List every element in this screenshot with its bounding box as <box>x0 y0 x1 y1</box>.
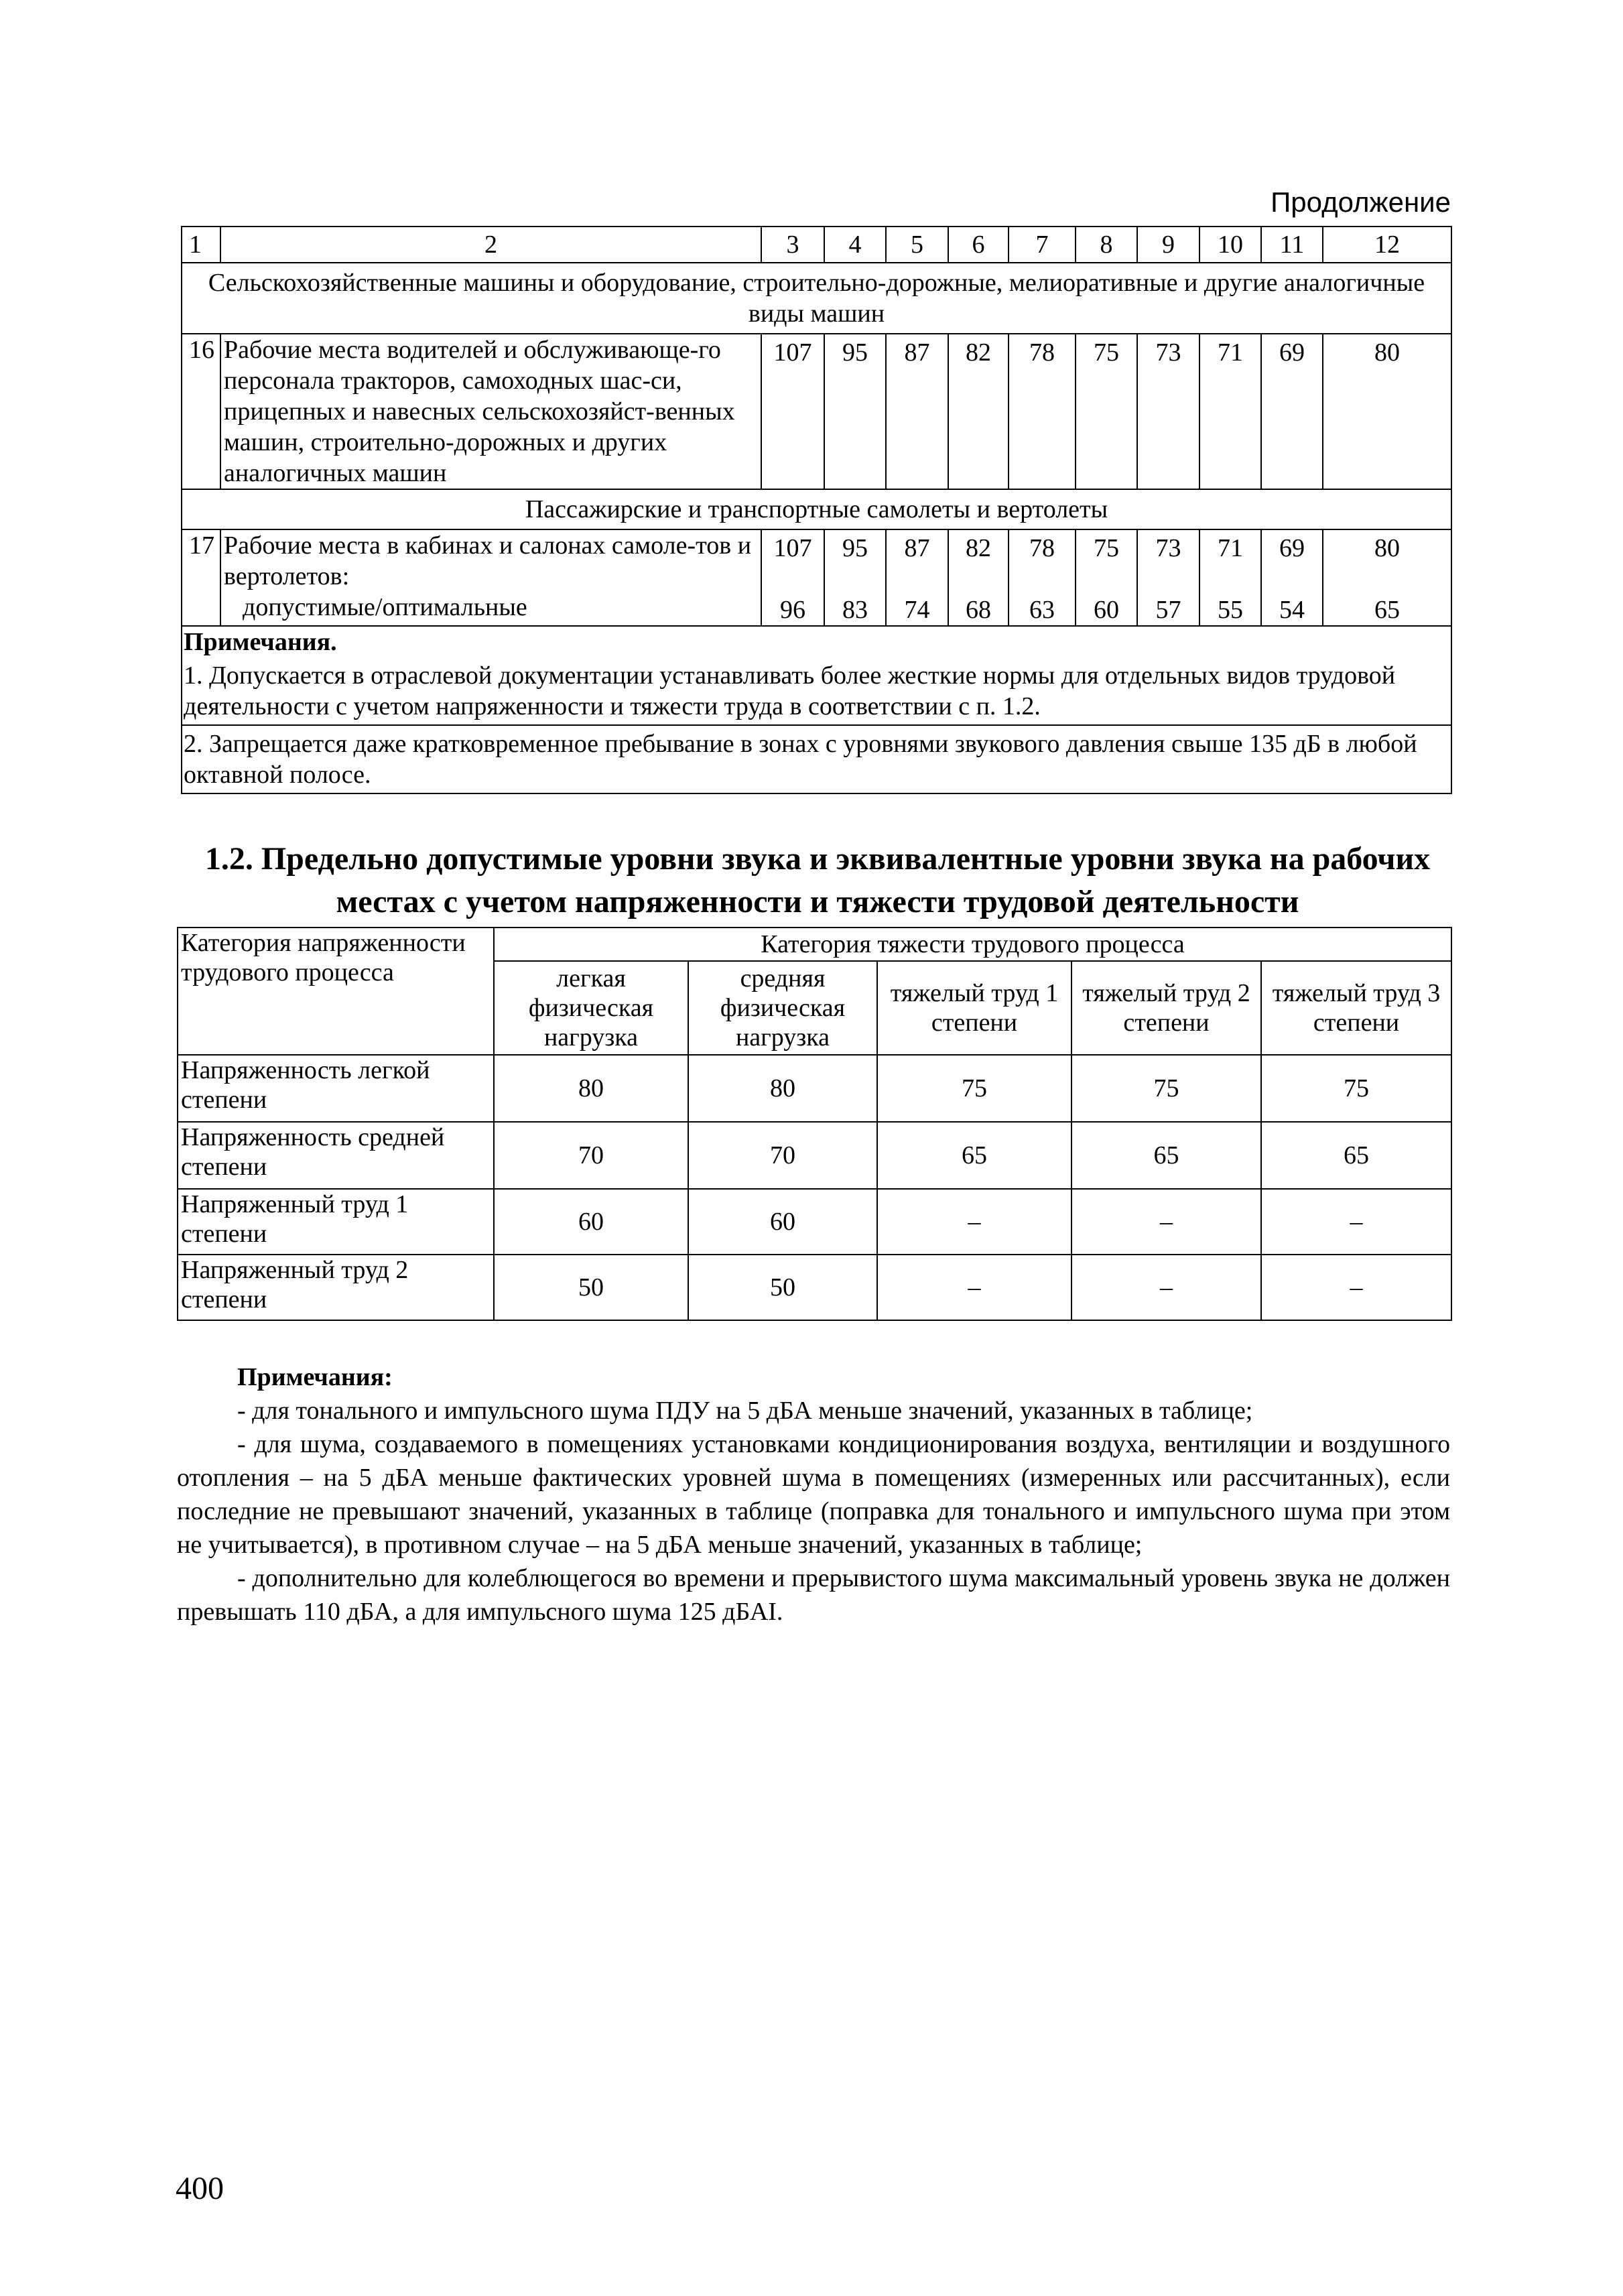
row-description: Рабочие места водителей и обслуживающе-го персонала тракторов, самоходных шас-си, прицепных и навесных сельскохозяйст-венных машин, строительно-дорожных и других аналогичных машин <box>220 334 761 489</box>
notes-row <box>182 657 1451 725</box>
value-optimal: 74 <box>904 596 930 624</box>
value-cell: 65 <box>1261 1122 1451 1189</box>
notes-title: Примечания: <box>237 1363 393 1391</box>
column-header: тяжелый труд 3 степени <box>1261 961 1451 1055</box>
value-cell: 75 <box>877 1055 1072 1122</box>
value-optimal: 96 <box>780 596 805 624</box>
value-cell: – <box>877 1189 1072 1255</box>
column-number-header: 5 <box>886 227 948 263</box>
value-optimal: 55 <box>1218 596 1243 624</box>
note-2: 2. Запрещается даже кратковременное пребывание в зонах с уровнями звукового давления свыше 135 дБ в любой октавной полосе. <box>182 725 1451 793</box>
value-cell: 70 <box>494 1122 688 1189</box>
notes-row <box>182 626 1451 657</box>
value-cell: 87 <box>886 334 948 489</box>
table-row <box>182 529 1451 626</box>
column-number-header: 7 <box>1009 227 1076 263</box>
value-optimal: 60 <box>1094 596 1119 624</box>
noise-levels-table-continued <box>181 226 1452 794</box>
value-cell: 80 <box>494 1055 688 1122</box>
section-row <box>182 263 1451 334</box>
value-permissible: 71 <box>1218 534 1243 562</box>
table-row <box>178 1255 1451 1320</box>
value-pair-cell <box>1261 529 1323 626</box>
row-number: 17 <box>182 529 220 626</box>
value-cell: 65 <box>877 1122 1072 1189</box>
table-row <box>178 1122 1451 1189</box>
value-optimal: 63 <box>1029 596 1055 624</box>
notes-title: Примечания. <box>184 628 337 656</box>
value-cell: 60 <box>494 1189 688 1255</box>
value-cell: – <box>1261 1255 1451 1320</box>
table-row <box>182 334 1451 489</box>
value-cell: – <box>1072 1189 1261 1255</box>
row-label: Напряженный труд 2 степени <box>178 1255 494 1320</box>
table-header-row <box>178 928 1451 961</box>
value-cell: – <box>1072 1255 1261 1320</box>
value-cell: – <box>877 1255 1072 1320</box>
value-cell: 50 <box>688 1255 877 1320</box>
column-number-header: 9 <box>1137 227 1199 263</box>
row-label: Напряженный труд 1 степени <box>178 1189 494 1255</box>
row-description-subline: допустимые/оптимальные <box>243 593 527 621</box>
page-number: 400 <box>176 2171 224 2206</box>
value-cell: 75 <box>1072 1055 1261 1122</box>
section-row <box>182 489 1451 529</box>
column-number-header: 12 <box>1323 227 1451 263</box>
column-number-header: 1 <box>182 227 220 263</box>
row-description-line: Рабочие места в кабинах и салонах самоле-тов и вертолетов: <box>224 531 752 590</box>
value-optimal: 65 <box>1374 596 1400 624</box>
value-cell: 65 <box>1072 1122 1261 1189</box>
group-header: Категория тяжести трудового процесса <box>494 928 1451 961</box>
value-pair-cell <box>824 529 886 626</box>
value-pair-cell <box>1199 529 1261 626</box>
column-number-header: 2 <box>220 227 761 263</box>
value-permissible: 80 <box>1374 534 1400 562</box>
table-header-row <box>182 227 1451 263</box>
corner-header: Категория напряженности трудового процесса <box>178 928 494 1055</box>
noise-by-workload-table <box>177 927 1452 1321</box>
column-header: легкая физическая нагрузка <box>494 961 688 1055</box>
row-number: 16 <box>182 334 220 489</box>
value-optimal: 68 <box>966 596 991 624</box>
row-label: Напряженность средней степени <box>178 1122 494 1189</box>
note-item: - дополнительно для колеблющегося во времени и прерывистого шума максимальный уровень звука не должен превышать 110 дБА, а для импульсного шума 125 дБАI. <box>177 1564 1450 1626</box>
row-description <box>220 529 761 626</box>
column-header: тяжелый труд 1 степени <box>877 961 1072 1055</box>
row-label: Напряженность легкой степени <box>178 1055 494 1122</box>
column-number-header: 11 <box>1261 227 1323 263</box>
value-pair-cell <box>1076 529 1137 626</box>
note-item: - для тонального и импульсного шума ПДУ на 5 дБА меньше значений, указанных в таблице; <box>237 1397 1253 1425</box>
value-pair-cell <box>1137 529 1199 626</box>
value-optimal: 83 <box>842 596 868 624</box>
value-pair-cell <box>1323 529 1451 626</box>
note-1: 1. Допускается в отраслевой документации устанавливать более жесткие нормы для отдельных видов трудовой деятельности с учетом напряженности и тяжести труда в соответствии с п. 1.2. <box>182 657 1451 725</box>
value-pair-cell <box>1009 529 1076 626</box>
value-cell: 107 <box>761 334 824 489</box>
value-permissible: 107 <box>773 534 812 562</box>
value-optimal: 57 <box>1155 596 1181 624</box>
value-cell: 80 <box>688 1055 877 1122</box>
value-cell: 75 <box>1261 1055 1451 1122</box>
table-row <box>178 1189 1451 1255</box>
value-pair-cell <box>948 529 1009 626</box>
column-number-header: 6 <box>948 227 1009 263</box>
value-cell: – <box>1261 1189 1451 1255</box>
value-permissible: 87 <box>904 534 930 562</box>
value-cell: 95 <box>824 334 886 489</box>
value-pair-cell <box>886 529 948 626</box>
value-cell: 71 <box>1199 334 1261 489</box>
value-cell: 50 <box>494 1255 688 1320</box>
value-cell: 78 <box>1009 334 1076 489</box>
column-number-header: 3 <box>761 227 824 263</box>
value-cell: 82 <box>948 334 1009 489</box>
value-permissible: 78 <box>1029 534 1055 562</box>
column-number-header: 8 <box>1076 227 1137 263</box>
section-title-aircraft: Пассажирские и транспортные самолеты и вертолеты <box>182 489 1451 529</box>
section-title-agricultural: Сельскохозяйственные машины и оборудование, строительно-дорожные, мелиоративные и другие аналогичные виды машин <box>182 263 1451 334</box>
table-row <box>178 1055 1451 1122</box>
value-permissible: 69 <box>1279 534 1305 562</box>
section-heading: 1.2. Предельно допустимые уровни звука и эквивалентные уровни звука на рабочих местах с учетом напряженности и тяжести трудовой деятельности <box>204 841 1431 919</box>
value-cell: 75 <box>1076 334 1137 489</box>
value-cell: 70 <box>688 1122 877 1189</box>
value-permissible: 95 <box>842 534 868 562</box>
continuation-label: Продолжение <box>1271 186 1451 218</box>
note-item: - для шума, создаваемого в помещениях установками кондиционирования воздуха, вентиляции и воздушного отопления – на 5 дБА меньше фактических уровней шума в помещениях (измеренных или рассчитанных), если последние не превышают значений, указанных в таблице (поправка для тонального и импульсного шума при этом не учитывается), в противном случае – на 5 дБА меньше значений, указанных в таблице; <box>177 1430 1450 1559</box>
column-header: тяжелый труд 2 степени <box>1072 961 1261 1055</box>
column-header: средняя физическая нагрузка <box>688 961 877 1055</box>
notes-cell <box>182 626 1451 657</box>
notes-row <box>182 725 1451 793</box>
column-number-header: 10 <box>1199 227 1261 263</box>
value-cell: 60 <box>688 1189 877 1255</box>
value-pair-cell <box>761 529 824 626</box>
value-cell: 69 <box>1261 334 1323 489</box>
value-permissible: 73 <box>1155 534 1181 562</box>
value-cell: 73 <box>1137 334 1199 489</box>
value-optimal: 54 <box>1279 596 1305 624</box>
value-permissible: 82 <box>966 534 991 562</box>
notes-section <box>177 1360 1450 1629</box>
value-cell: 80 <box>1323 334 1451 489</box>
column-number-header: 4 <box>824 227 886 263</box>
value-permissible: 75 <box>1094 534 1119 562</box>
